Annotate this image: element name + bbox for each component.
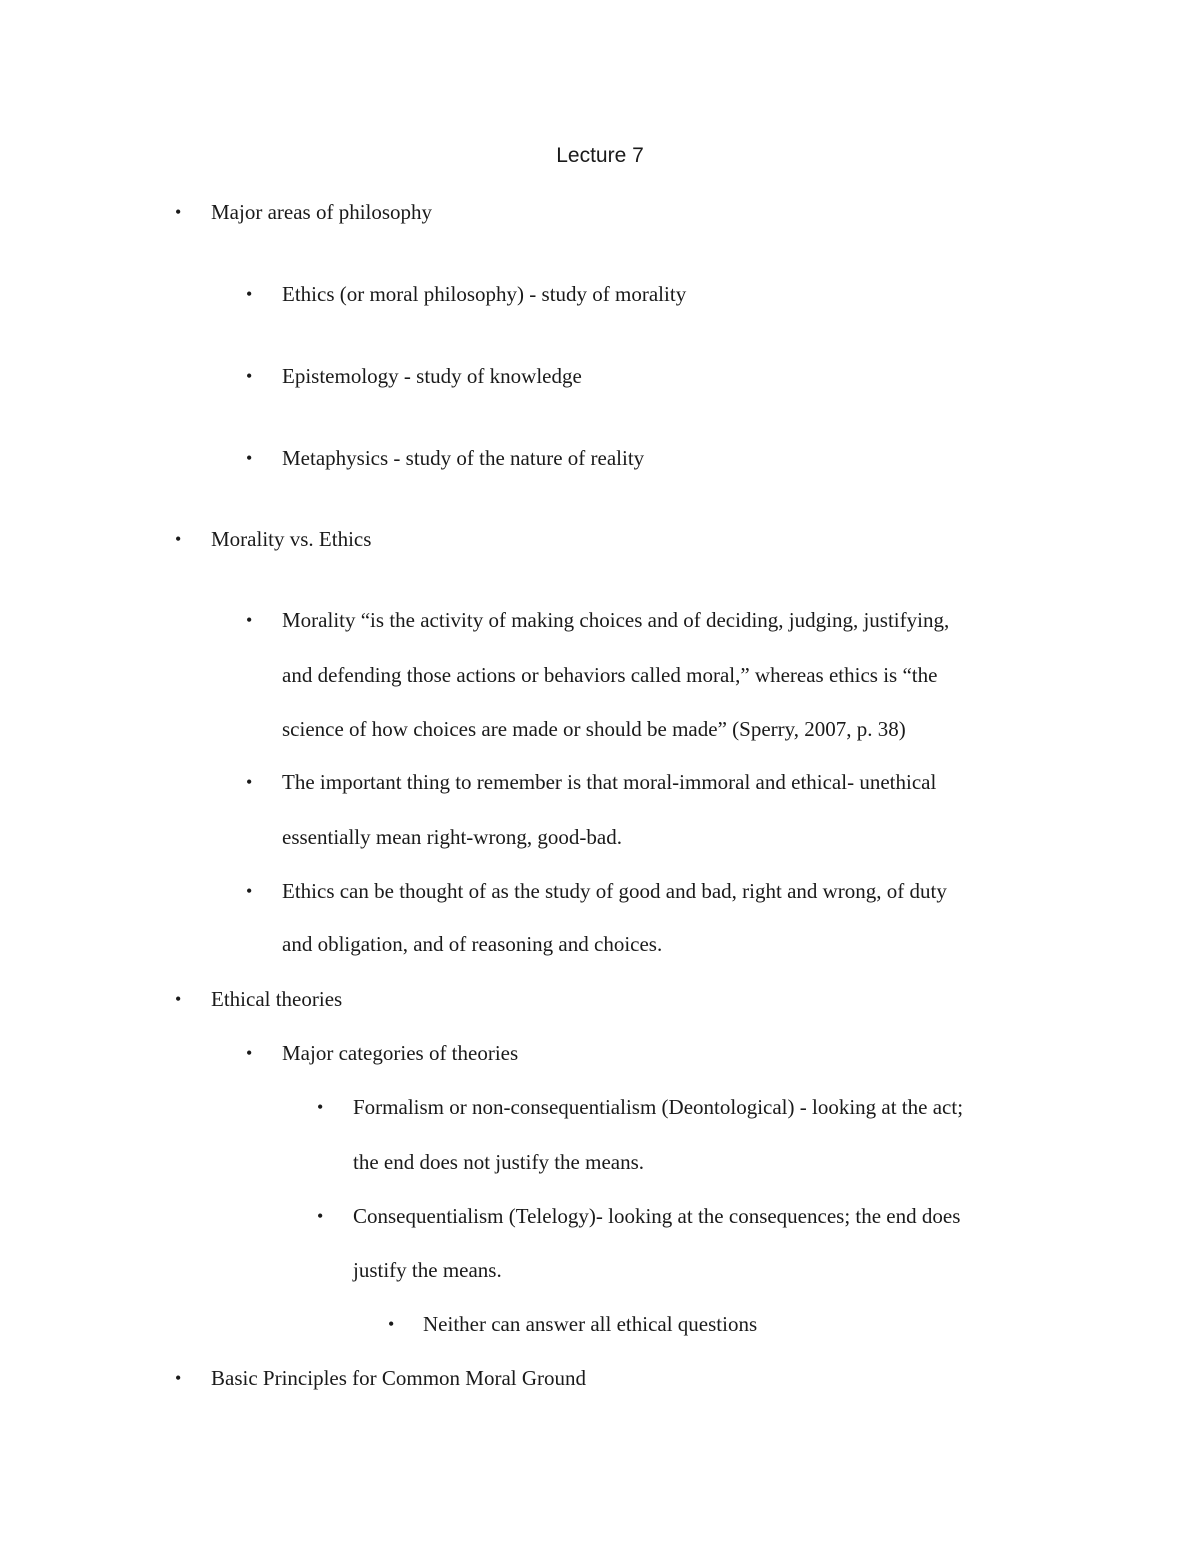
list-item-line: Formalism or non-consequentialism (Deontological) - looking at the act;: [353, 1095, 964, 1119]
list-item: Metaphysics - study of the nature of reality: [282, 446, 645, 470]
bullet-icon: •: [246, 610, 253, 630]
bullet-icon: •: [175, 529, 182, 549]
list-item: Major areas of philosophy: [211, 200, 433, 224]
bullet-icon: •: [175, 989, 182, 1009]
bullet-icon: •: [175, 202, 182, 222]
list-item-line: and defending those actions or behaviors called moral,” whereas ethics is “the: [282, 663, 938, 687]
list-item: Morality vs. Ethics: [211, 527, 372, 551]
list-item-line: and obligation, and of reasoning and choices.: [282, 932, 663, 956]
list-item: Neither can answer all ethical questions: [423, 1312, 758, 1336]
bullet-icon: •: [246, 448, 253, 468]
list-item-line: Morality “is the activity of making choices and of deciding, judging, justifying,: [282, 608, 950, 632]
bullet-icon: •: [246, 1043, 253, 1063]
list-item-line: justify the means.: [353, 1258, 502, 1282]
list-item-line: Consequentialism (Telelogy)- looking at the consequences; the end does: [353, 1204, 961, 1228]
bullet-icon: •: [246, 881, 253, 901]
bullet-icon: •: [246, 772, 253, 792]
page-title: Lecture 7: [556, 144, 644, 167]
list-item-line: The important thing to remember is that moral-immoral and ethical- unethical: [282, 770, 937, 794]
bullet-icon: •: [175, 1368, 182, 1388]
list-item-line: Ethics can be thought of as the study of good and bad, right and wrong, of duty: [282, 879, 947, 903]
list-item-line: science of how choices are made or should be made” (Sperry, 2007, p. 38): [282, 717, 906, 741]
bullet-icon: •: [388, 1314, 395, 1334]
list-item: Epistemology - study of knowledge: [282, 364, 582, 388]
list-item: Ethics (or moral philosophy) - study of morality: [282, 282, 687, 306]
bullet-icon: •: [246, 366, 253, 386]
list-item: Basic Principles for Common Moral Ground: [211, 1366, 587, 1390]
bullet-icon: •: [246, 284, 253, 304]
list-item-line: essentially mean right-wrong, good-bad.: [282, 825, 622, 849]
bullet-icon: •: [317, 1097, 324, 1117]
list-item-line: the end does not justify the means.: [353, 1150, 645, 1174]
list-item: Major categories of theories: [282, 1041, 519, 1065]
bullet-icon: •: [317, 1206, 324, 1226]
list-item: Ethical theories: [211, 987, 343, 1011]
